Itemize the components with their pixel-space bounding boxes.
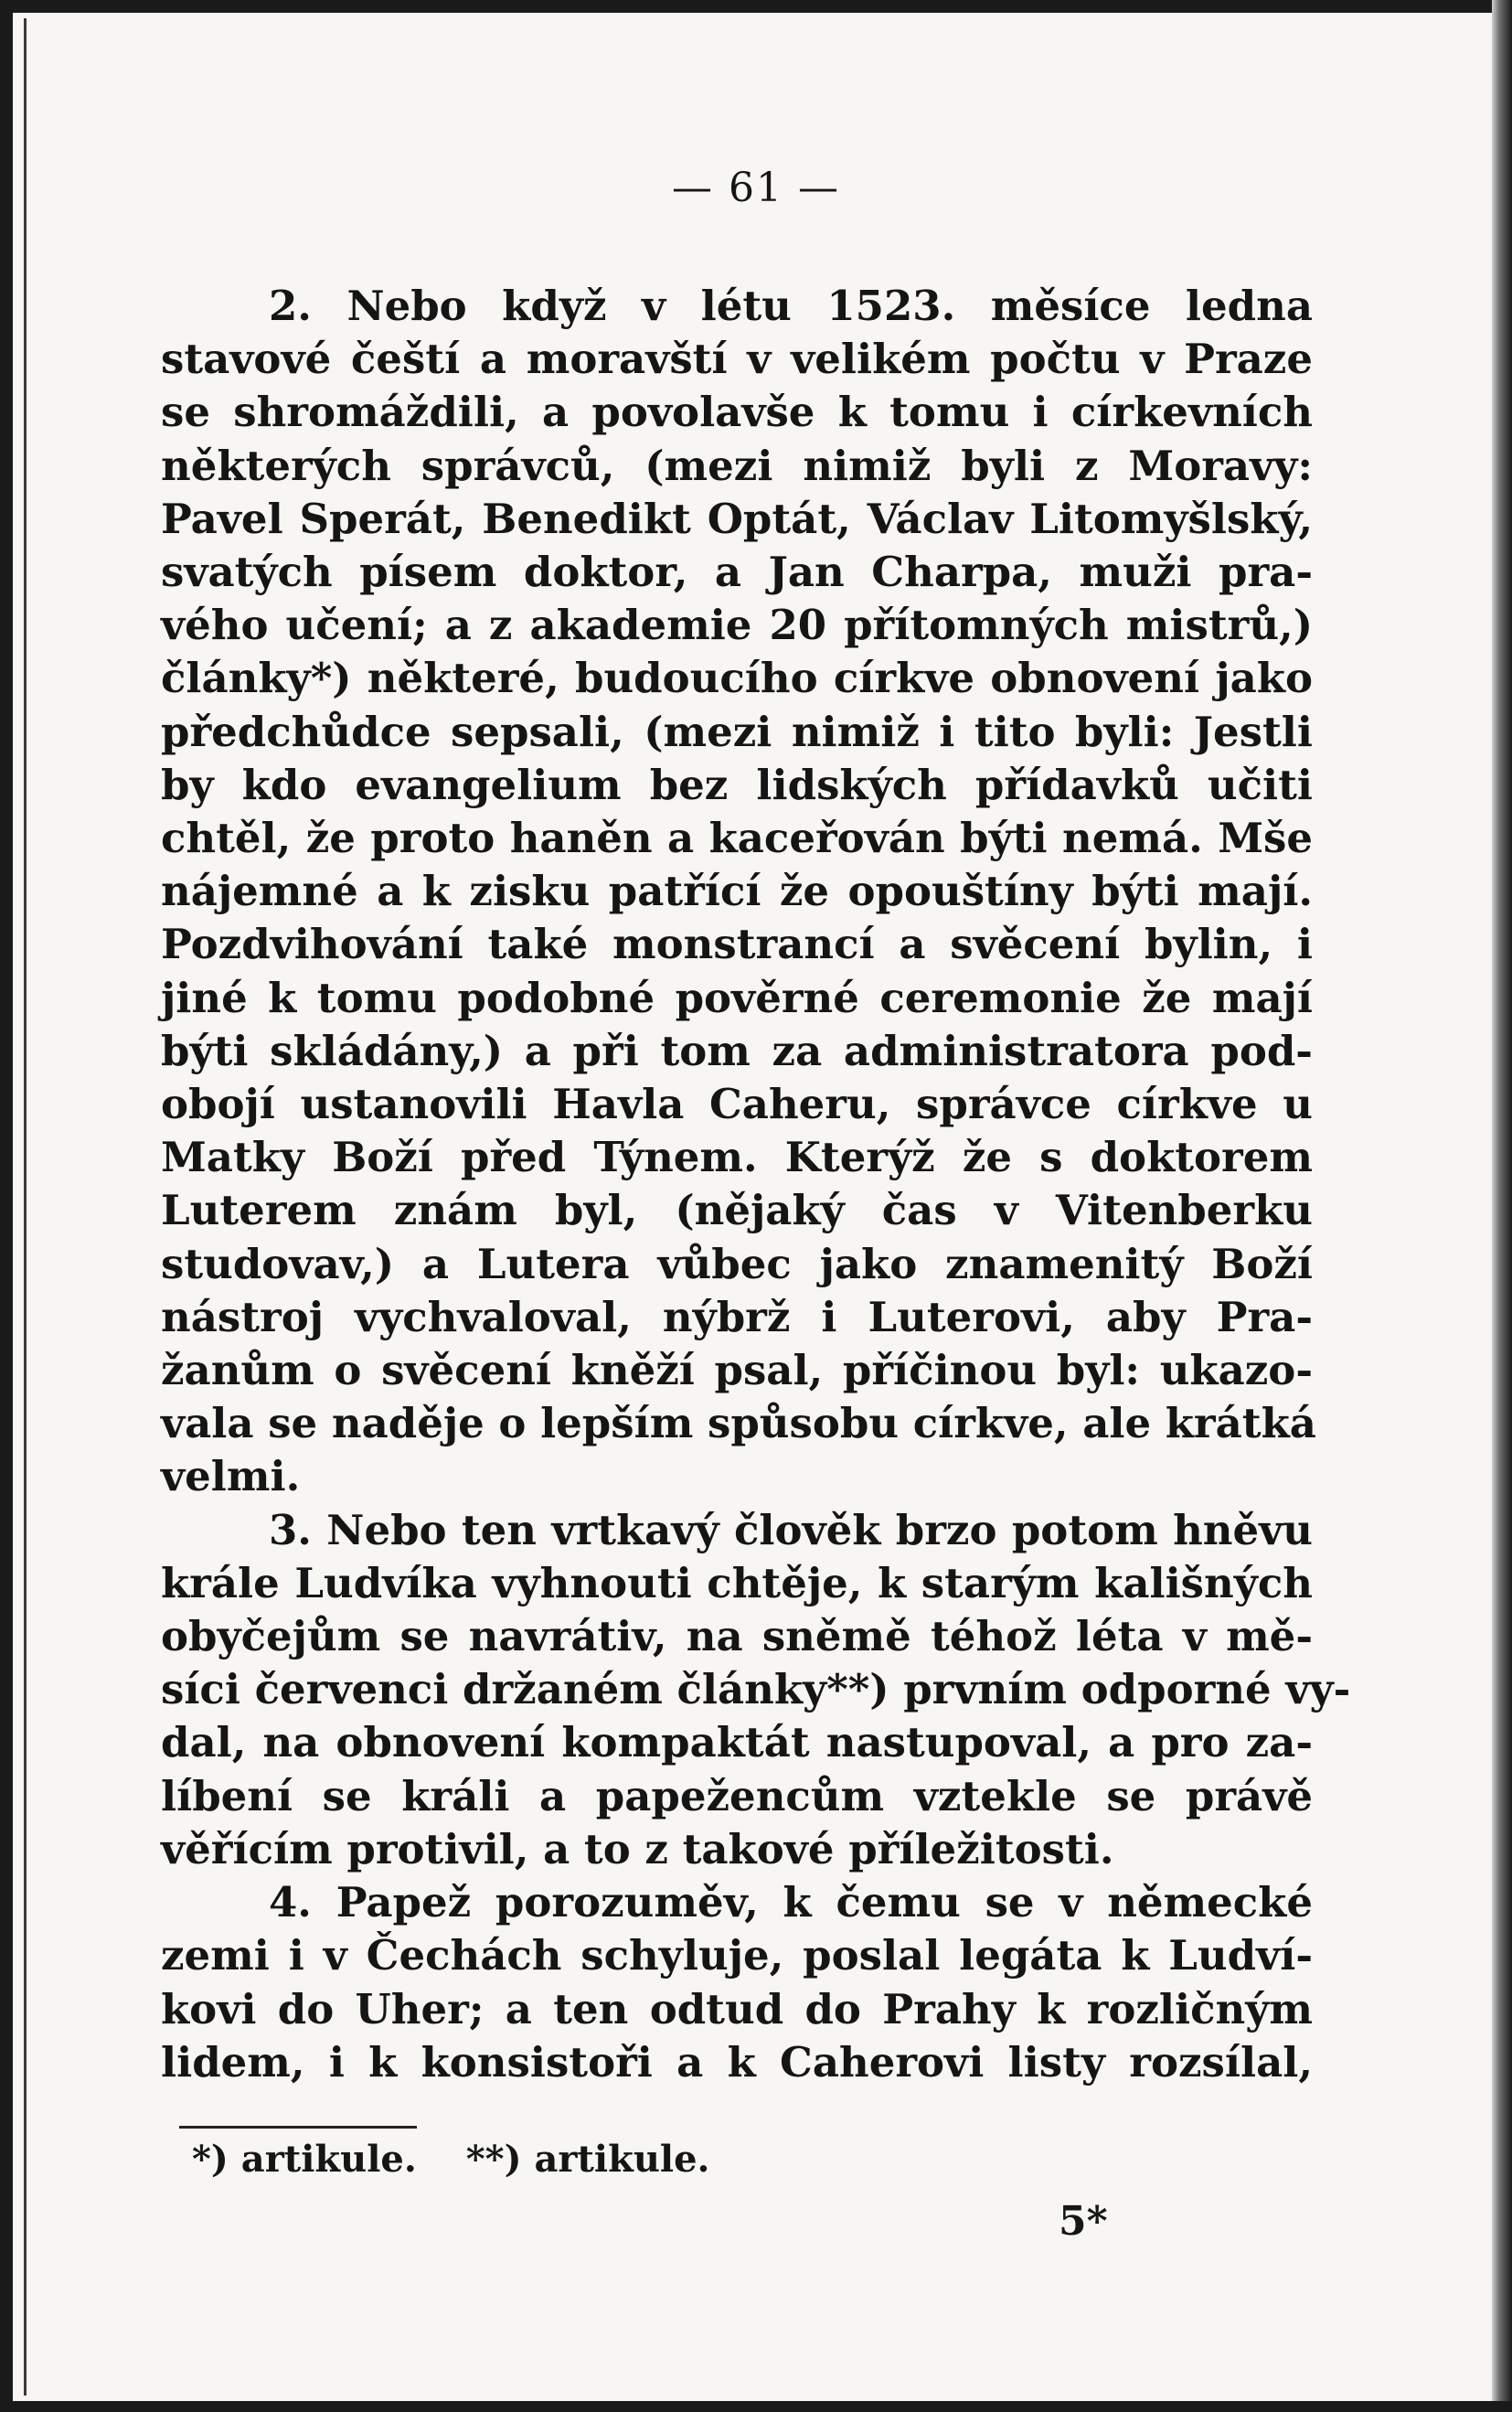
text-line: vého učení; a z akademie 20 přítomných mistrů,) (161, 601, 1313, 650)
text-line: jiné k tomu podobné pověrné ceremonie že mají (161, 973, 1313, 1022)
text-line: dal, na obnovení kompaktát nastupoval, a pro za- (161, 1718, 1313, 1767)
text-line: krále Ludvíka vyhnouti chtěje, k starým kališných (161, 1558, 1313, 1607)
text-line: některých správců, (mezi nimiž byli z Moravy: (161, 441, 1313, 490)
text-line: Matky Boží před Týnem. Kterýž že s doktorem (161, 1133, 1313, 1182)
scan-edge-bottom (0, 2401, 1512, 2412)
text-line: kovi do Uher; a ten odtud do Prahy k rozličným (161, 1984, 1313, 2033)
footnote-rule (179, 2126, 417, 2129)
footnote-2: **) artikule. (465, 2138, 710, 2181)
page-number: — 61 — (672, 165, 840, 211)
text-line: Luterem znám byl, (nějaký čas v Vitenberku (161, 1186, 1313, 1235)
text-line: nástroj vychvaloval, nýbrž i Luterovi, aby Pra- (161, 1292, 1313, 1341)
scan-edge-right (1492, 0, 1512, 2412)
scan-edge-left (0, 0, 13, 2412)
text-line: se shromáždili, a povolavše k tomu i církevních (161, 388, 1313, 437)
text-line: vala se naděje o lepším spůsobu církve, ale krátká (161, 1399, 1316, 1448)
text-line: 4. Papež porozuměv, k čemu se v německé (269, 1878, 1313, 1927)
text-line: 3. Nebo ten vrtkavý člověk brzo potom hněvu (269, 1505, 1313, 1554)
text-line: lidem, i k konsistoři a k Caherovi listy rozsílal, (161, 2037, 1313, 2086)
text-line: 2. Nebo když v létu 1523. měsíce ledna (269, 282, 1313, 330)
text-line: Pozdvihování také monstrancí a svěcení bylin, i (161, 920, 1313, 969)
paragraph-2 (161, 280, 1316, 1504)
footnote-1: *) artikule. (192, 2138, 417, 2181)
text-line: obyčejům se navrátiv, na sněmě téhož léta v mě- (161, 1612, 1313, 1661)
text-line: obojí ustanovili Havla Caheru, správce církve u (161, 1080, 1313, 1129)
text-line: nájemné a k zisku patřící že opouštíny býti mají. (161, 867, 1313, 916)
text-line: zemi i v Čechách schyluje, poslal legáta k Ludví- (161, 1931, 1313, 1980)
footnotes (192, 2138, 709, 2181)
signature-mark: 5* (1059, 2198, 1108, 2245)
text-line: věřícím protivil, a to z takové příležitosti. (161, 1824, 1114, 1873)
text-line: chtěl, že proto haněn a kaceřován býti nemá. Mše (161, 814, 1313, 863)
text-line: síci červenci držaném články**) prvním odporné vy- (161, 1665, 1351, 1714)
paragraph-3 (161, 1504, 1351, 1876)
text-line: předchůdce sepsali, (mezi nimiž i tito byli: Jestli (161, 707, 1313, 756)
text-line: by kdo evangelium bez lidských přídavků učiti (161, 760, 1313, 809)
scan-edge-left-line (24, 18, 27, 2396)
text-line: žanům o svěcení kněží psal, příčinou byl: ukazo- (161, 1346, 1313, 1395)
text-line: články*) některé, budoucího církve obnovení jako (161, 654, 1313, 703)
scan-edge-top (0, 0, 1512, 13)
text-line: stavové čeští a moravští v velikém počtu v Praze (161, 335, 1313, 384)
text-line: líbení se králi a papežencům vztekle se právě (161, 1771, 1313, 1820)
text-line: studovav,) a Lutera vůbec jako znamenitý Boží (161, 1239, 1313, 1288)
text-line: svatých písem doktor, a Jan Charpa, muži pra- (161, 548, 1313, 597)
body-text (161, 280, 1351, 2089)
paragraph-4 (161, 1876, 1313, 2089)
text-line: Pavel Sperát, Benedikt Optát, Václav Litomyšlský, (161, 494, 1313, 543)
text-line: býti skládány,) a při tom za administratora pod- (161, 1026, 1313, 1075)
text-line: velmi. (161, 1452, 301, 1501)
